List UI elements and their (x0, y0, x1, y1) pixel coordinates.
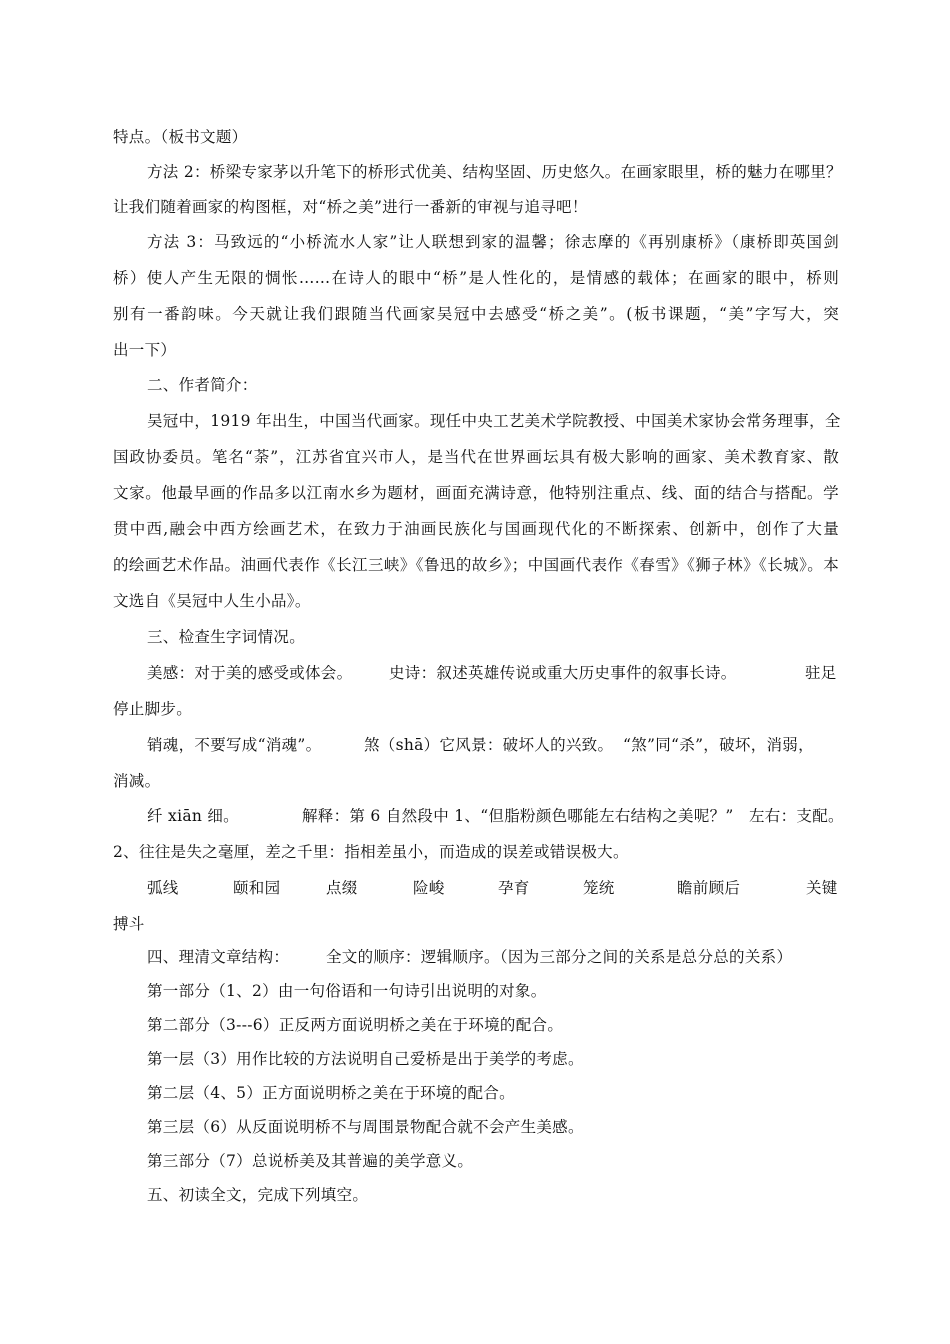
author-line-3: 文家。他最早画的作品多以江南水乡为题材，画面充满诗意，他特别注重点、线、面的结合与搭配。学 (113, 484, 839, 502)
vocab-idiom: 2、往往是失之毫厘，差之千里：指相差虽小，而造成的误差或错误极大。 (113, 843, 629, 861)
author-line-6: 文选自《吴冠中人生小品》。 (113, 592, 311, 610)
vocab-word: 颐和园 (233, 879, 281, 897)
vocab-word: 点缀 (326, 879, 358, 897)
vocab-word: 孕育 (498, 879, 530, 897)
reading-heading: 五、初读全文，完成下列填空。 (147, 1186, 369, 1204)
vocab-word: 关键 (806, 879, 838, 897)
vocab-meigan: 美感：对于美的感受或体会。 (147, 664, 353, 682)
vocab-explain: 解释：第 6 自然段中 1、“但脂粉颜色哪能左右结构之美呢？” (302, 807, 734, 825)
method2-line-2: 让我们随着画家的构图框，对“桥之美”进行一番新的审视与追寻吧！ (113, 198, 588, 216)
structure-heading-row (147, 947, 839, 967)
author-line-5: 的绘画艺术作品。油画代表作《长江三峡》《鲁迅的故乡》；中国画代表作《春雪》《狮子林》《长城》。本 (113, 556, 839, 574)
method3-line-2: 桥）使人产生无限的惆怅……在诗人的眼中“桥”是人性化的，是情感的载体；在画家的眼中，桥则 (113, 269, 839, 287)
author-heading: 二、作者简介： (147, 376, 258, 394)
structure-line: 第二层（4、5）正方面说明桥之美在于环境的配合。 (147, 1084, 515, 1102)
vocab-row-1 (147, 663, 839, 683)
vocab-heading: 三、检查生字词情况。 (147, 628, 306, 646)
vocab-row-3 (147, 735, 839, 755)
structure-line: 第三部分（7）总说桥美及其普遍的美学意义。 (147, 1152, 474, 1170)
intro-line: 特点。（板书文题） (113, 128, 248, 146)
author-line-2: 国政协委员。笔名“荼”，江苏省宜兴市人，是当代在世界画坛具有极大影响的画家、美术教育家、散 (113, 448, 839, 466)
structure-line: 第一部分（1、2）由一句俗语和一句诗引出说明的对象。 (147, 982, 547, 1000)
structure-order: 全文的顺序：逻辑顺序。（因为三部分之间的关系是总分总的关系） (326, 948, 793, 966)
vocab-word: 险峻 (413, 879, 445, 897)
structure-line: 第二部分（3---6）正反两方面说明桥之美在于环境的配合。 (147, 1016, 564, 1034)
method3-line-3: 别有一番韵味。今天就让我们跟随当代画家吴冠中去感受“桥之美”。(板书课题，“美”字写大，突 (113, 305, 839, 323)
vocab-shishi: 史诗：叙述英雄传说或重大历史事件的叙事长诗。 (389, 664, 737, 682)
vocab-zhuzu-def: 停止脚步。 (113, 700, 193, 718)
author-line-4: 贯中西,融会中西方绘画艺术，在致力于油画民族化与国画现代化的不断探索、创新中，创作了大量 (113, 520, 839, 538)
structure-line: 第三层（6）从反面说明桥不与周围景物配合就不会产生美感。 (147, 1118, 584, 1136)
method3-line-4: 出一下） (113, 341, 177, 359)
structure-heading: 四、理清文章结构： (147, 948, 290, 966)
author-line-1: 吴冠中，1919 年出生，中国当代画家。现任中央工艺美术学院教授、中国美术家协会常务理事，全 (147, 412, 841, 430)
vocab-word-wrap: 搏斗 (113, 915, 145, 933)
vocab-word: 笼统 (583, 879, 615, 897)
vocab-sha: 煞（shā）它风景：破坏人的兴致。 (364, 736, 614, 754)
vocab-xianxi: 纤 xiān 细。 (147, 807, 239, 825)
vocab-sha-note: “煞”同“杀”，破坏，消弱， (623, 736, 814, 754)
method2-line-1: 方法 2：桥梁专家茅以升笔下的桥形式优美、结构坚固、历史悠久。在画家眼里，桥的魅力在哪里？ (147, 163, 842, 181)
vocab-word: 瞻前顾后 (677, 879, 741, 897)
vocab-zhuzu: 驻足 (805, 664, 837, 682)
method3-line-1: 方法 3：马致远的“小桥流水人家”让人联想到家的温馨；徐志摩的《再别康桥》（康桥即英国剑 (147, 233, 839, 251)
vocab-xiaohun: 销魂，不要写成“消魂”。 (147, 736, 322, 754)
vocab-zuoyou: 左右：支配。 (749, 807, 844, 825)
structure-line: 第一层（3）用作比较的方法说明自己爱桥是出于美学的考虑。 (147, 1050, 584, 1068)
vocab-word-row (147, 878, 839, 898)
vocab-sha-note-end: 消减。 (113, 772, 161, 790)
vocab-row-5 (147, 806, 844, 826)
vocab-word: 弧线 (147, 879, 179, 897)
